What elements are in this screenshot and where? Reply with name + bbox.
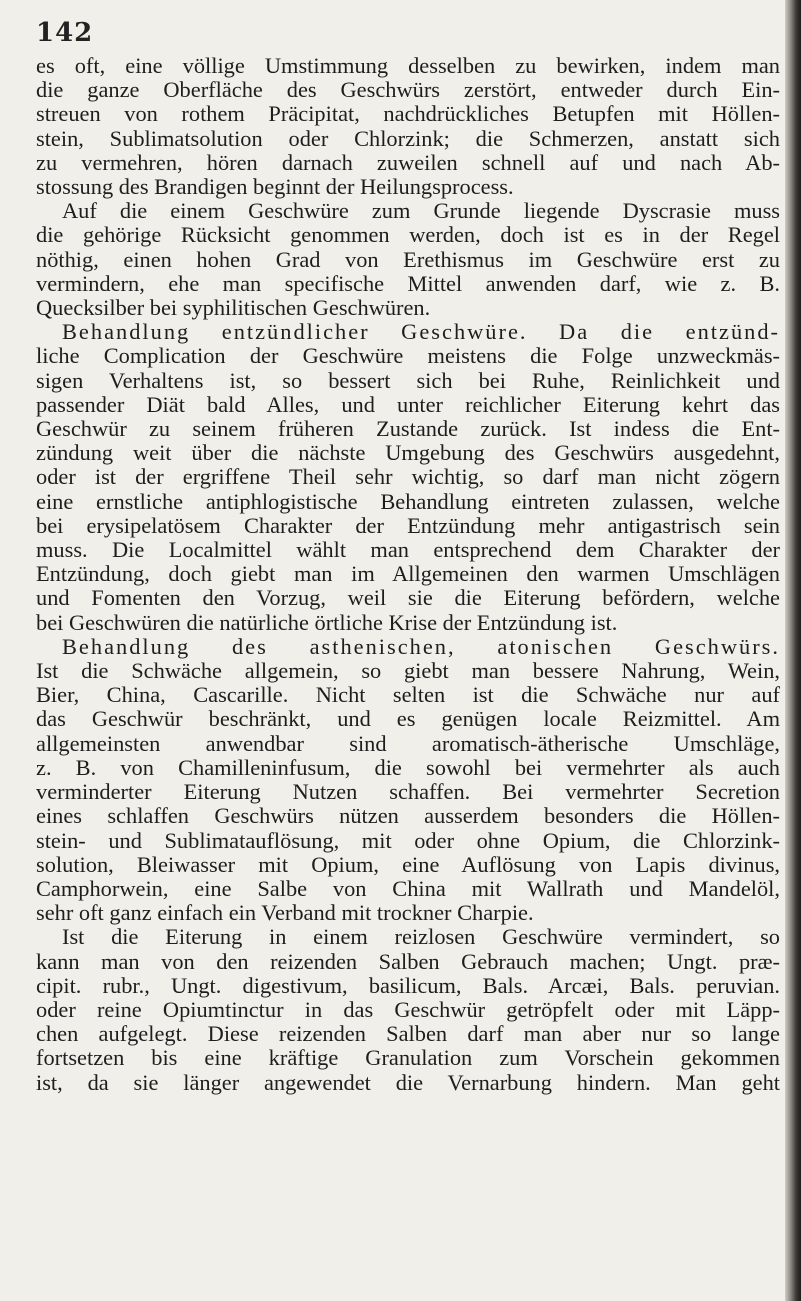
text-line: fortsetzen bis eine kräftige Granulation zum Vorschein gekommen (36, 1045, 780, 1071)
text-line: stossung des Brandigen beginnt der Heilungsprocess. (36, 174, 514, 200)
text-line: allgemeinsten anwendbar sind aromatisch-ätherische Umschläge, (36, 730, 780, 756)
text-line: oder ist der ergriffene Theil sehr wichtig, so darf man nicht zögern (36, 464, 780, 490)
text-line: muss. Die Localmittel wählt man entsprechend dem Charakter der (36, 537, 780, 563)
text-line: kann man von den reizenden Salben Gebrauch machen; Ungt. præ- (36, 948, 780, 974)
text-line: zu vermehren, hören darnach zuweilen schnell auf und nach Ab- (36, 149, 780, 175)
text-line: und Fomenten den Vorzug, weil sie die Eiterung befördern, welche (36, 585, 780, 611)
text-line: sigen Verhaltens ist, so bessert sich bei Ruhe, Reinlichkeit und (36, 367, 780, 393)
text-line: ist, da sie länger angewendet die Vernarbung hindern. Man geht (36, 1069, 780, 1095)
text-line: chen aufgelegt. Diese reizenden Salben darf man aber nur so lange (36, 1021, 780, 1047)
text-line: stein- und Sublimatauflösung, mit oder ohne Opium, die Chlorzink- (36, 827, 780, 853)
text-line: stein, Sublimatsolution oder Chlorzink; die Schmerzen, anstatt sich (36, 125, 780, 151)
text-line: z. B. von Chamilleninfusum, die sowohl bei vermehrter als auch (36, 754, 780, 780)
section-heading-line: Behandlung entzündlicher Geschwüre. Da die entzünd- (62, 319, 780, 345)
text-line: Entzündung, doch giebt man im Allgemeinen den warmen Umschlägen (36, 561, 780, 587)
text-line: bei erysipelatösem Charakter der Entzündung mehr antigastrisch sein (36, 512, 780, 538)
page-number: 142 (36, 18, 94, 48)
body-text (36, 54, 780, 1095)
text-line: die ganze Oberfläche des Geschwürs zerstört, entweder durch Ein- (36, 77, 780, 103)
text-line: Geschwür zu seinem früheren Zustande zurück. Ist indess die Ent- (36, 416, 780, 442)
text-line: Auf die einem Geschwüre zum Grunde liegende Dyscrasie muss (62, 198, 780, 224)
text-line: das Geschwür beschränkt, und es genügen locale Reizmittel. Am (36, 706, 780, 732)
text-line: eine ernstliche antiphlogistische Behandlung eintreten zulassen, welche (36, 488, 780, 514)
text-line: solution, Bleiwasser mit Opium, eine Auflösung von Lapis divinus, (36, 851, 780, 877)
text-line: Quecksilber bei syphilitischen Geschwüren. (36, 295, 431, 321)
text-line: Ist die Schwäche allgemein, so giebt man bessere Nahrung, Wein, (36, 658, 780, 684)
text-line: verminderter Eiterung Nutzen schaffen. Bei vermehrter Secretion (36, 779, 780, 805)
text-line: nöthig, einen hohen Grad von Erethismus im Geschwüre erst zu (36, 246, 780, 272)
text-line: oder reine Opiumtinctur in das Geschwür getröpfelt oder mit Läpp- (36, 996, 780, 1022)
section-heading-line: Behandlung des asthenischen, atonischen Geschwürs. (62, 633, 780, 659)
text-line: eines schlaffen Geschwürs nützen ausserdem besonders die Höllen- (36, 803, 780, 829)
text-line: die gehörige Rücksicht genommen werden, doch ist es in der Regel (36, 222, 780, 248)
text-line: Camphorwein, eine Salbe von China mit Wallrath und Mandelöl, (36, 875, 780, 901)
text-line: passender Diät bald Alles, und unter reichlicher Eiterung kehrt das (36, 391, 780, 417)
text-line: vermindern, ehe man specifische Mittel anwenden darf, wie z. B. (36, 270, 780, 296)
text-line: Ist die Eiterung in einem reizlosen Geschwüre vermindert, so (62, 924, 780, 950)
text-line: es oft, eine völlige Umstimmung desselben zu bewirken, indem man (36, 53, 780, 78)
text-line: streuen von rothem Präcipitat, nachdrückliches Betupfen mit Höllen- (36, 101, 780, 127)
text-line: Bier, China, Cascarille. Nicht selten ist die Schwäche nur auf (36, 682, 780, 708)
page-edge-shadow (785, 0, 801, 1301)
text-line: bei Geschwüren die natürliche örtliche Krise der Entzündung ist. (36, 609, 618, 635)
text-line: liche Complication der Geschwüre meistens die Folge unzweckmäs- (36, 343, 780, 369)
text-line: sehr oft ganz einfach ein Verband mit trockner Charpie. (36, 900, 534, 926)
text-line: cipit. rubr., Ungt. digestivum, basilicum, Bals. Arcæi, Bals. peruvian. (36, 972, 780, 998)
text-line: zündung weit über die nächste Umgebung des Geschwürs ausgedehnt, (36, 440, 780, 466)
